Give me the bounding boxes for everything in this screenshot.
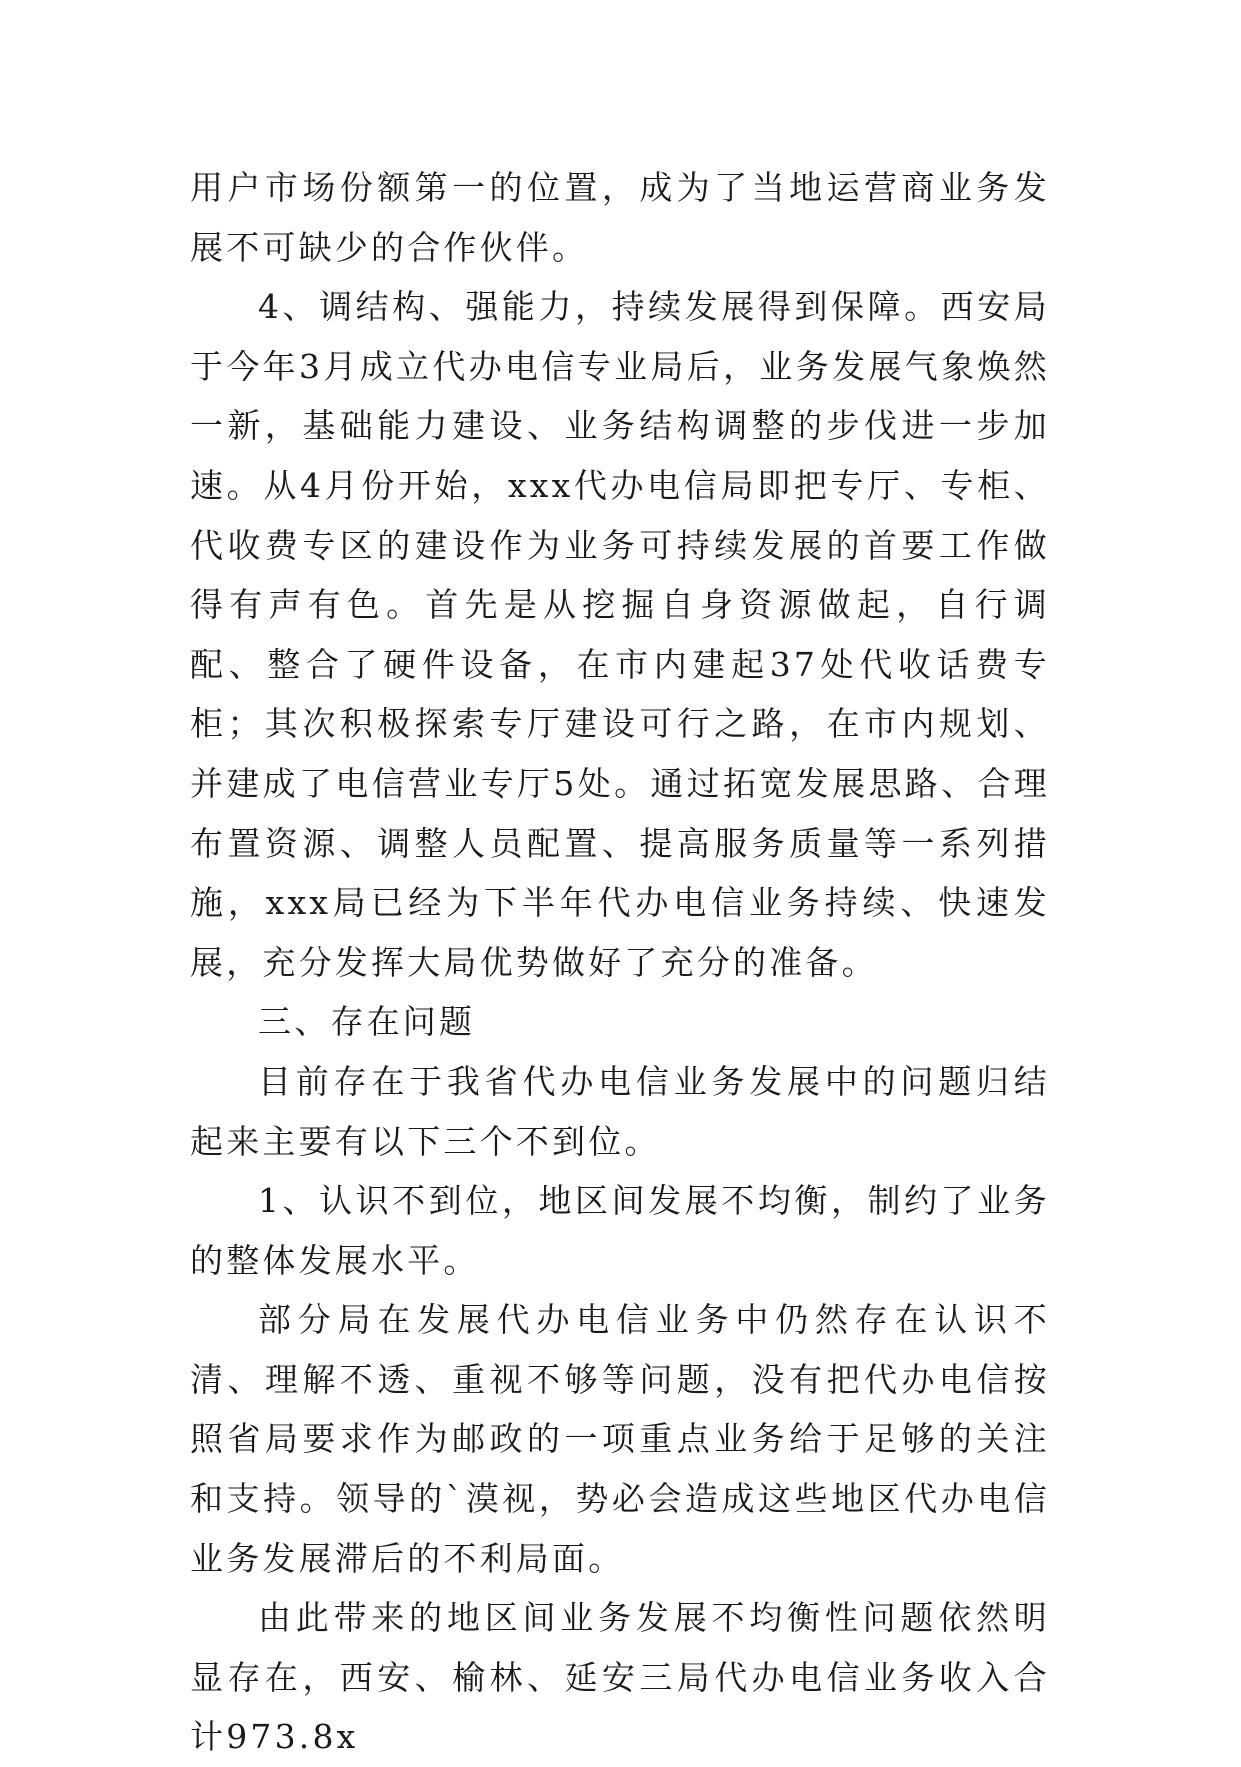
paragraph-awareness-issues: 部分局在发展代办电信业务中仍然存在认识不清、理解不透、重视不够等问题，没有把代办电信按照省局要求作为邮政的一项重点业务给于足够的关注和支持。领导的`漠视，势必会造成这些地区代办电信业务发展滞后的不利局面。 [190,1300,1050,1578]
paragraph-problems-summary: 目前存在于我省代办电信业务发展中的问题归结起来主要有以下三个不到位。 [190,1061,1050,1161]
paragraph-regional-imbalance: 由此带来的地区间业务发展不均衡性问题依然明显存在，西安、榆林、延安三局代办电信业务收入合计973.8x [190,1598,1050,1757]
section-heading-existing-problems: 三、存在问题 [258,1002,476,1042]
paragraph-market-share: 用户市场份额第一的位置，成为了当地运营商业务发展不可缺少的合作伙伴。 [190,168,1050,267]
document-body [190,158,1050,1767]
paragraph-problem-1-heading: 1、认识不到位，地区间发展不均衡，制约了业务的整体发展水平。 [190,1181,1050,1280]
paragraph-structure-adjustment: 4、调结构、强能力，持续发展得到保障。西安局于今年3月成立代办电信专业局后，业务发展气象焕然一新，基础能力建设、业务结构调整的步伐进一步加速。从4月份开始，xxx代办电信局即把专厅、专柜、代收费专区的建设作为业务可持续发展的首要工作做得有声有色。首先是从挖掘自身资源做起，自行调配、整合了硬件设备，在市内建起37处代收话费专柜；其次积极探索专厅建设可行之路，在市内规划、并建成了电信营业专厅5处。通过拓宽发展思路、合理布置资源、调整人员配置、提高服务质量等一系列措施，xxx局已经为下半年代办电信业务持续、快速发展，充分发挥大局优势做好了充分的准备。 [190,287,1050,982]
